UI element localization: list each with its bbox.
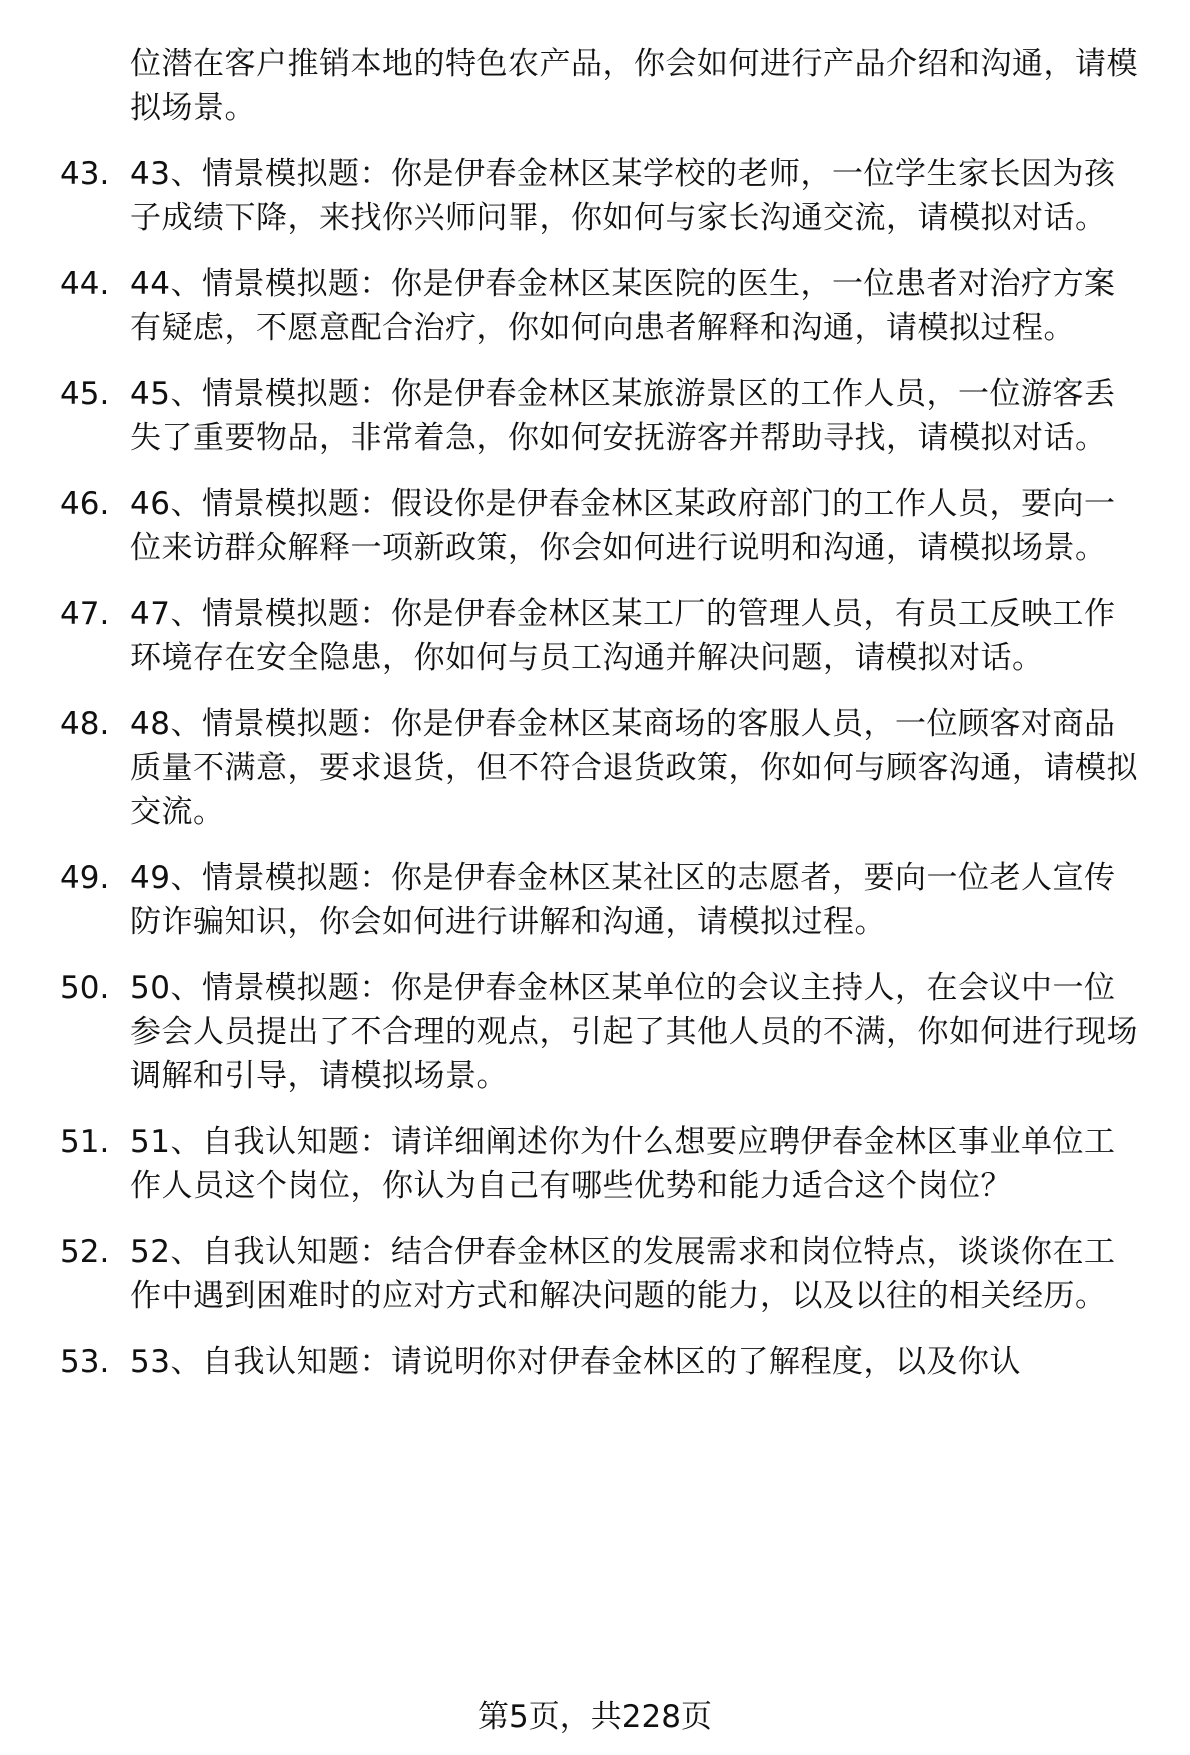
list-item	[60, 592, 1150, 680]
item-number: 44.	[60, 266, 110, 302]
list-item	[60, 966, 1150, 1098]
item-text: 50、情景模拟题：你是伊春金林区某单位的会议主持人，在会议中一位参会人员提出了不合理的观点，引起了其他人员的不满，你如何进行现场调解和引导，请模拟场景。	[130, 970, 1138, 1094]
list-item	[60, 262, 1150, 350]
list-item	[60, 152, 1150, 240]
item-number: 49.	[60, 860, 110, 896]
item-number: 51.	[60, 1124, 110, 1160]
item-number: 43.	[60, 156, 110, 192]
list-item-continuation	[60, 42, 1150, 130]
item-text: 48、情景模拟题：你是伊春金林区某商场的客服人员，一位顾客对商品质量不满意，要求退货，但不符合退货政策，你如何与顾客沟通，请模拟交流。	[130, 706, 1138, 830]
item-number: 50.	[60, 970, 110, 1006]
item-text: 52、自我认知题：结合伊春金林区的发展需求和岗位特点，谈谈你在工作中遇到困难时的应对方式和解决问题的能力，以及以往的相关经历。	[130, 1234, 1116, 1314]
item-text: 53、自我认知题：请说明你对伊春金林区的了解程度，以及你认	[130, 1344, 1021, 1380]
question-list	[60, 42, 1150, 1406]
list-item	[60, 482, 1150, 570]
item-text: 47、情景模拟题：你是伊春金林区某工厂的管理人员，有员工反映工作环境存在安全隐患，你如何与员工沟通并解决问题，请模拟对话。	[130, 596, 1116, 676]
item-number: 47.	[60, 596, 110, 632]
item-text: 51、自我认知题：请详细阐述你为什么想要应聘伊春金林区事业单位工作人员这个岗位，你认为自己有哪些优势和能力适合这个岗位？	[130, 1124, 1116, 1204]
list-item	[60, 702, 1150, 834]
item-number: 52.	[60, 1234, 110, 1270]
item-number: 46.	[60, 486, 110, 522]
item-number: 53.	[60, 1344, 110, 1380]
item-text: 43、情景模拟题：你是伊春金林区某学校的老师，一位学生家长因为孩子成绩下降，来找你兴师问罪，你如何与家长沟通交流，请模拟对话。	[130, 156, 1116, 236]
item-number: 48.	[60, 706, 110, 742]
page-footer: 第5页，共228页	[478, 1699, 712, 1735]
item-text: 46、情景模拟题：假设你是伊春金林区某政府部门的工作人员，要向一位来访群众解释一项新政策，你会如何进行说明和沟通，请模拟场景。	[130, 486, 1116, 566]
list-item	[60, 1340, 1150, 1384]
item-text: 45、情景模拟题：你是伊春金林区某旅游景区的工作人员，一位游客丢失了重要物品，非常着急，你如何安抚游客并帮助寻找，请模拟对话。	[130, 376, 1116, 456]
item-text: 44、情景模拟题：你是伊春金林区某医院的医生，一位患者对治疗方案有疑虑，不愿意配合治疗，你如何向患者解释和沟通，请模拟过程。	[130, 266, 1116, 346]
list-item	[60, 372, 1150, 460]
item-number: 45.	[60, 376, 110, 412]
item-text: 位潜在客户推销本地的特色农产品，你会如何进行产品介绍和沟通，请模拟场景。	[130, 46, 1138, 126]
item-text: 49、情景模拟题：你是伊春金林区某社区的志愿者，要向一位老人宣传防诈骗知识，你会如何进行讲解和沟通，请模拟过程。	[130, 860, 1116, 940]
list-item	[60, 856, 1150, 944]
list-item	[60, 1120, 1150, 1208]
list-item	[60, 1230, 1150, 1318]
